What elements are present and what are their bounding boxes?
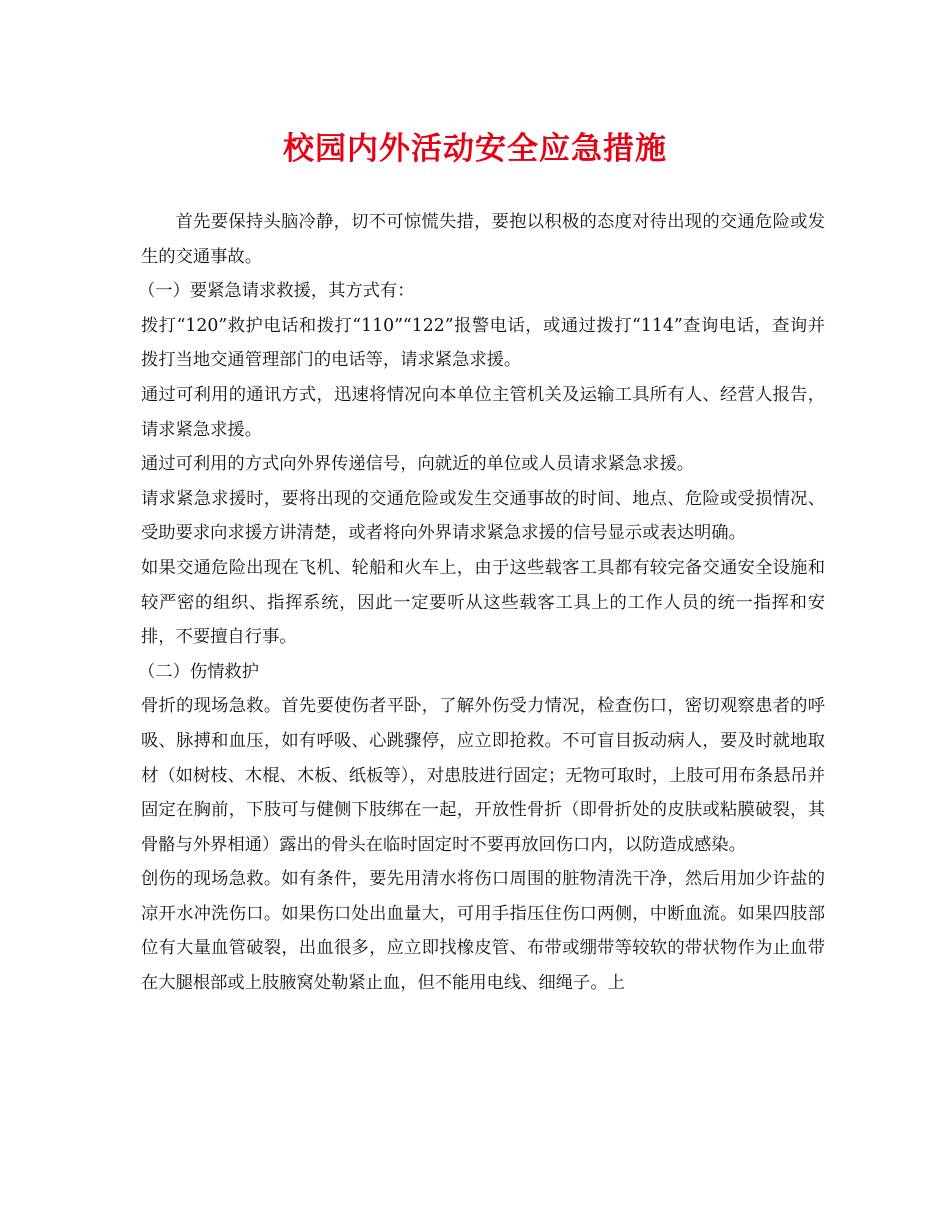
document-body (138, 205, 825, 1001)
paragraph-report-to-unit: 通过可利用的通讯方式，迅速将情况向本单位主管机关及运输工具所有人、经营人报告，请求紧急求援。 (141, 384, 825, 440)
paragraph-wound-aid: 创伤的现场急救。如有条件，要先用清水将伤口周围的脏物清洗干净，然后用加少许盐的凉开水冲洗伤口。如果伤口处出血量大，可用手指压住伤口两侧，中断血流。如果四肢部位有大量血管破裂，出血很多，应立即找橡皮管、布带或绷带等较软的带状物作为止血带在大腿根部或上肢腋窝处勒紧止血，但不能用电线、细绳子。上 (141, 869, 825, 994)
paragraph-emergency-calls: 拨打“120”救护电话和拨打“110”“122”报警电话，或通过拨打“114”查询电话，查询并拨打当地交通管理部门的电话等，请求紧急求援。 (141, 315, 825, 371)
document-title: 校园内外活动安全应急措施 (283, 131, 667, 167)
paragraph-request-details: 请求紧急求援时，要将出现的交通危险或发生交通事故的时间、地点、危险或受损情况、受助要求向求援方讲清楚，或者将向外界请求紧急求援的信号显示或表达明确。 (141, 488, 825, 544)
paragraph-passenger-vehicles: 如果交通危险出现在飞机、轮船和火车上，由于这些载客工具都有较完备交通安全设施和较严密的组织、指挥系统，因此一定要听从这些载客工具上的工作人员的统一指挥和安排，不要擅自行事。 (141, 557, 825, 648)
section-heading-rescue-request: （一）要紧急请求救援，其方式有： (138, 281, 415, 302)
paragraph-fracture-aid: 骨折的现场急救。首先要使伤者平卧，了解外伤受力情况，检查伤口，密切观察患者的呼吸、脉搏和血压，如有呼吸、心跳骤停，应立即抢救。不可盲目扳动病人，要及时就地取材（如树枝、木棍、木板、纸板等），对患肢进行固定；无物可取时，上肢可用布条悬吊并固定在胸前，下肢可与健侧下肢绑在一起，开放性骨折（即骨折处的皮肤或粘膜破裂，其骨骼与外界相通）露出的骨头在临时固定时不要再放回伤口内，以防造成感染。 (141, 696, 825, 855)
section-heading-injury-care: （二）伤情救护 (138, 661, 259, 682)
paragraph-send-signal: 通过可利用的方式向外界传递信号，向就近的单位或人员请求紧急求援。 (141, 454, 695, 475)
paragraph-intro: 首先要保持头脑冷静，切不可惊慌失措，要抱以积极的态度对待出现的交通危险或发生的交通事故。 (141, 212, 825, 267)
